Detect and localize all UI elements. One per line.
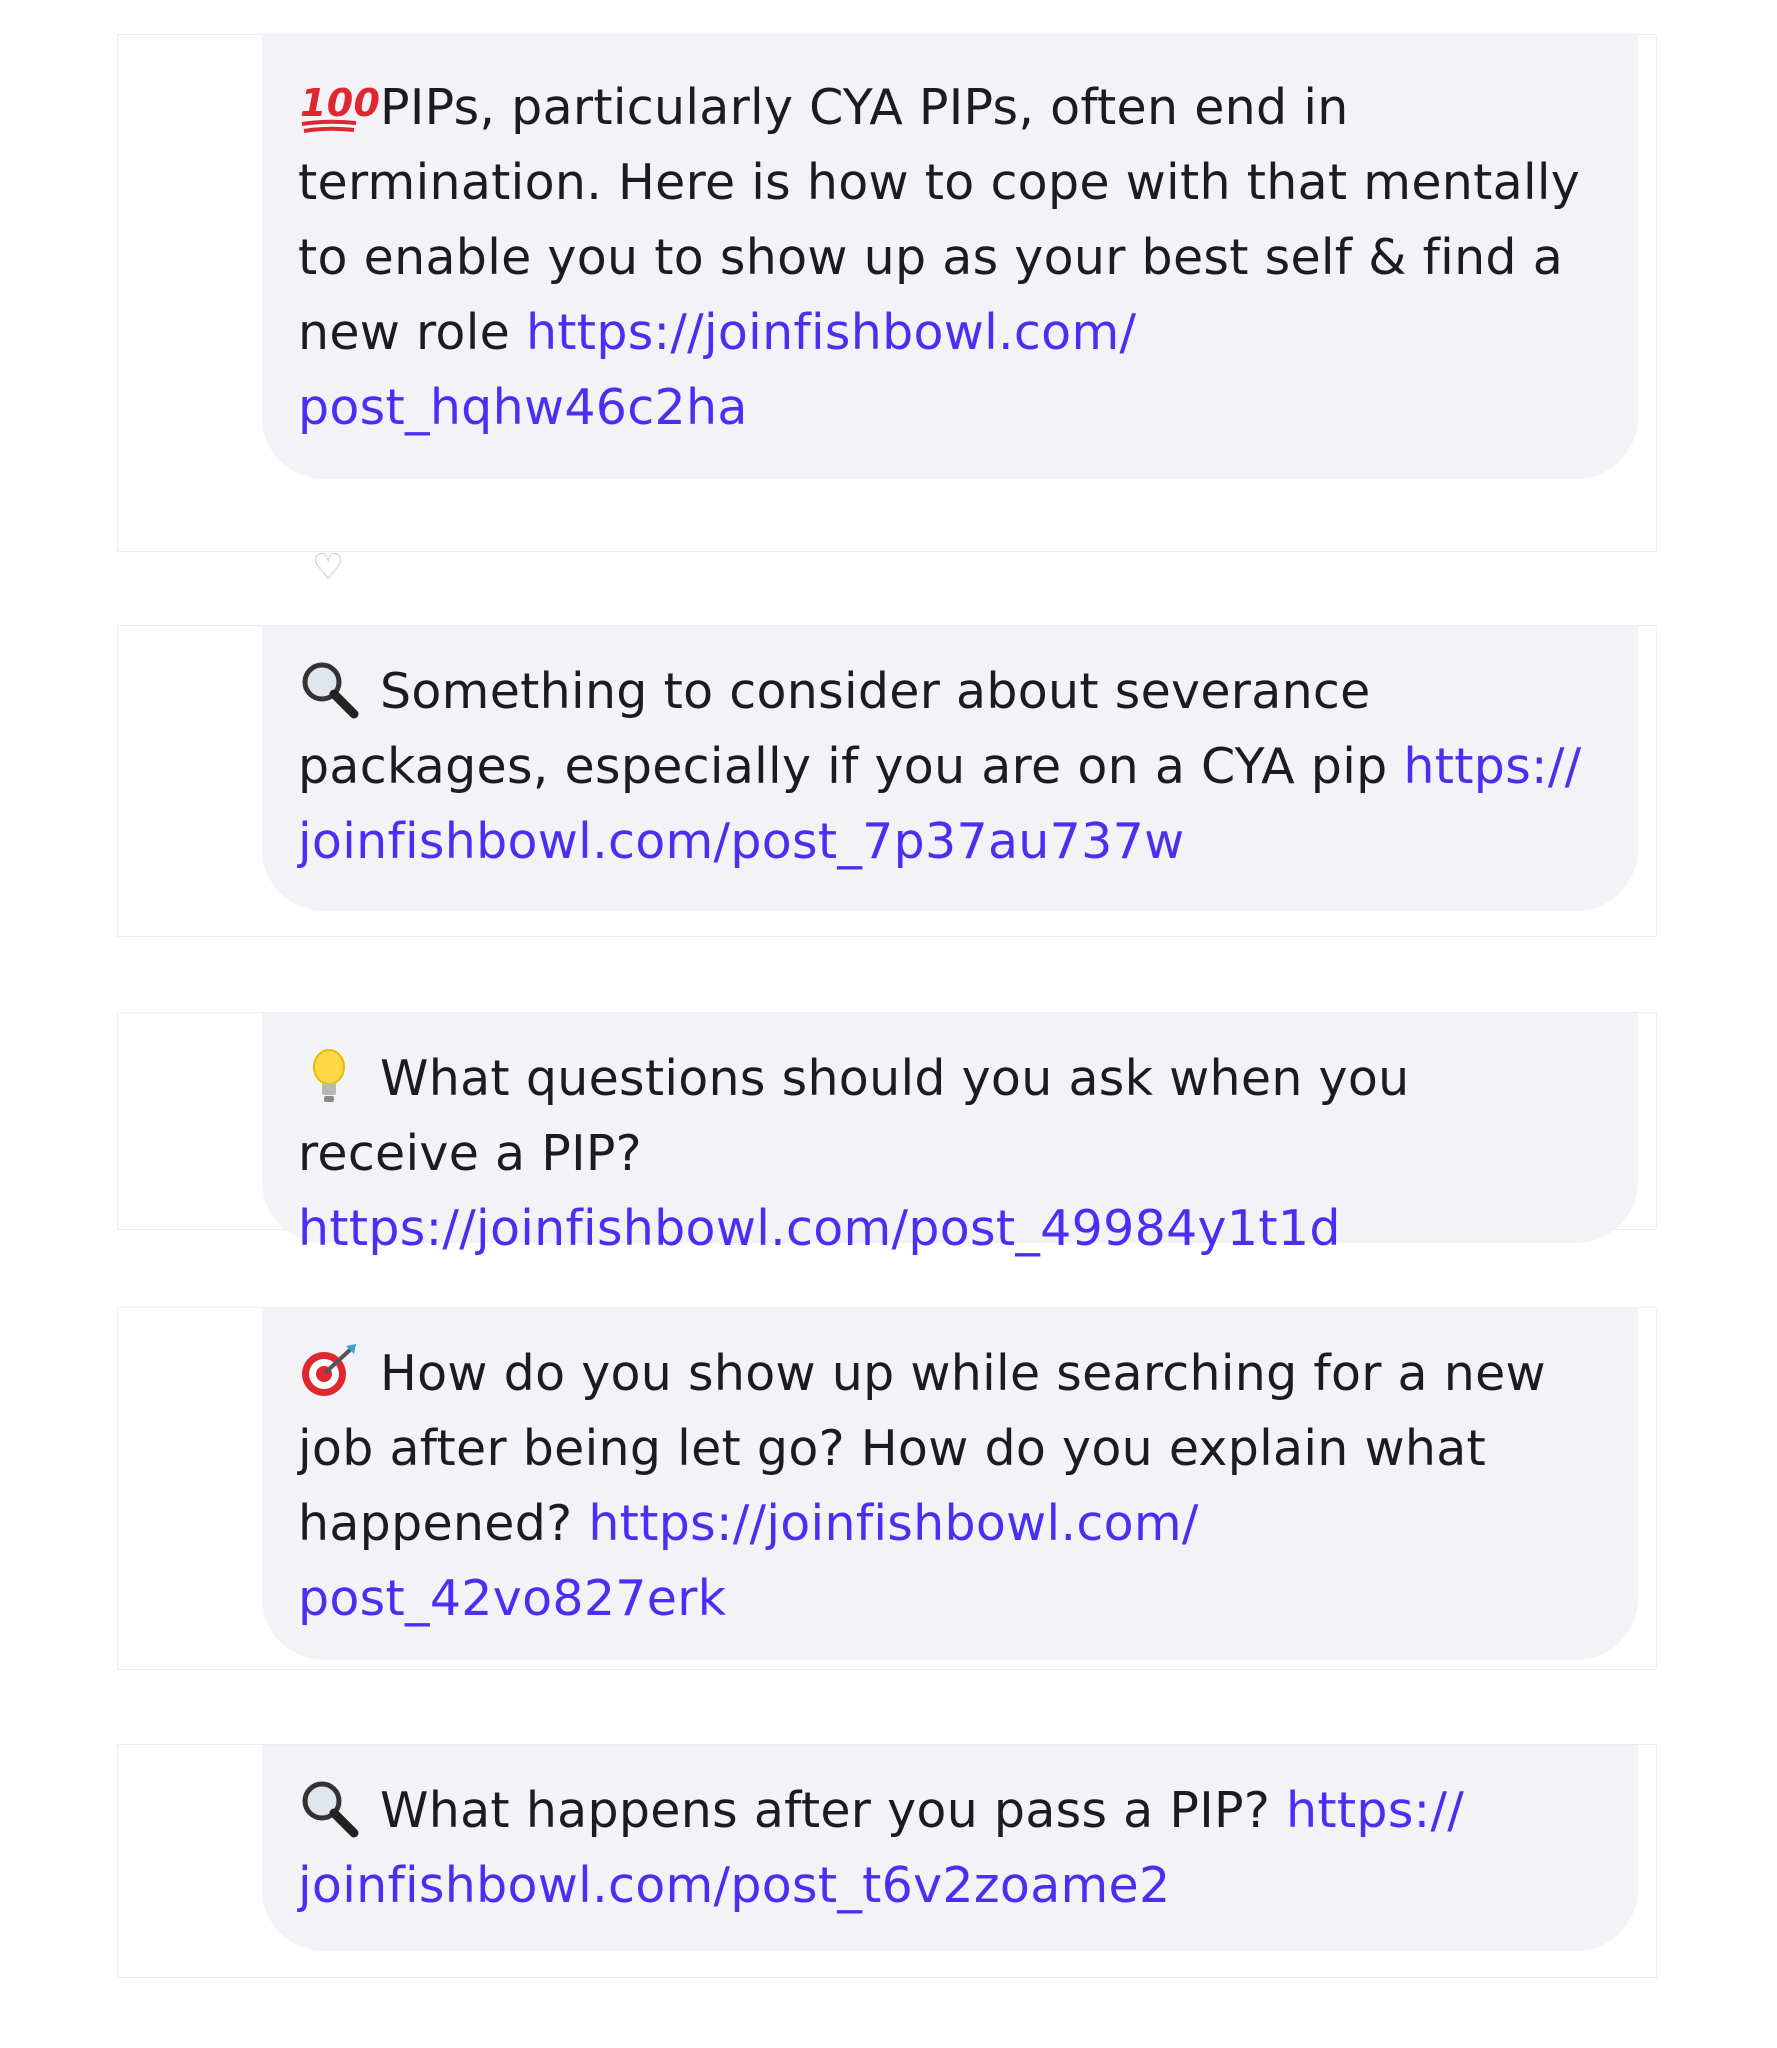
post-link[interactable]: https://joinfishbowl.com/ — [525, 304, 1137, 361]
post-body: What happens after you pass a PIP? — [380, 1782, 1287, 1839]
post-link[interactable]: https://joinfishbowl.com/post_49984y1t1d — [298, 1200, 1341, 1257]
light-bulb-icon — [298, 1047, 360, 1105]
direct-hit-icon — [298, 1342, 360, 1400]
post-text — [298, 1041, 1598, 1266]
post-link-continued[interactable]: post_hqhw46c2ha — [298, 379, 748, 436]
post-text — [298, 1336, 1598, 1636]
post-body: What questions should you ask when you receive a PIP? — [298, 1050, 1410, 1182]
post-link[interactable]: https:// — [1286, 1782, 1465, 1839]
post-link[interactable]: https://joinfishbowl.com/ — [588, 1495, 1199, 1552]
post-body: How do you show up while searching for a new job after being let go? How do you explain what happened? — [298, 1345, 1546, 1552]
post-bubble — [262, 1013, 1638, 1257]
post-text — [298, 1773, 1598, 1923]
post-card — [117, 625, 1657, 937]
post-card — [117, 1307, 1657, 1670]
post-body: Something to consider about severance packages, especially if you are on a CYA pip — [298, 663, 1404, 795]
hundred-points-icon — [298, 76, 381, 134]
svg-text:100: 100 — [300, 81, 381, 125]
post-link-continued[interactable]: joinfishbowl.com/post_7p37au737w — [298, 813, 1185, 870]
post-text — [298, 70, 1598, 445]
heart-icon[interactable]: ♡ — [312, 547, 345, 588]
post-body: PIPs, particularly CYA PIPs, often end in termination. Here is how to cope with that mentally to enable you to show up as your best self & find a new role — [298, 79, 1581, 361]
post-actions-partial — [312, 525, 1692, 588]
post-card — [117, 34, 1657, 588]
magnifying-glass-icon — [298, 1779, 360, 1837]
post-bubble — [262, 35, 1638, 479]
magnifying-glass-icon — [298, 660, 360, 718]
post-card — [117, 1012, 1657, 1257]
post-link-continued[interactable]: post_42vo827erk — [298, 1570, 727, 1627]
post-bubble — [262, 1308, 1638, 1660]
post-text — [298, 654, 1598, 879]
post-link[interactable]: https:// — [1403, 738, 1582, 795]
post-bubble — [262, 1745, 1638, 1951]
post-link-continued[interactable]: joinfishbowl.com/post_t6v2zoame2 — [298, 1857, 1171, 1914]
post-card — [117, 1744, 1657, 1978]
post-bubble — [262, 626, 1638, 911]
